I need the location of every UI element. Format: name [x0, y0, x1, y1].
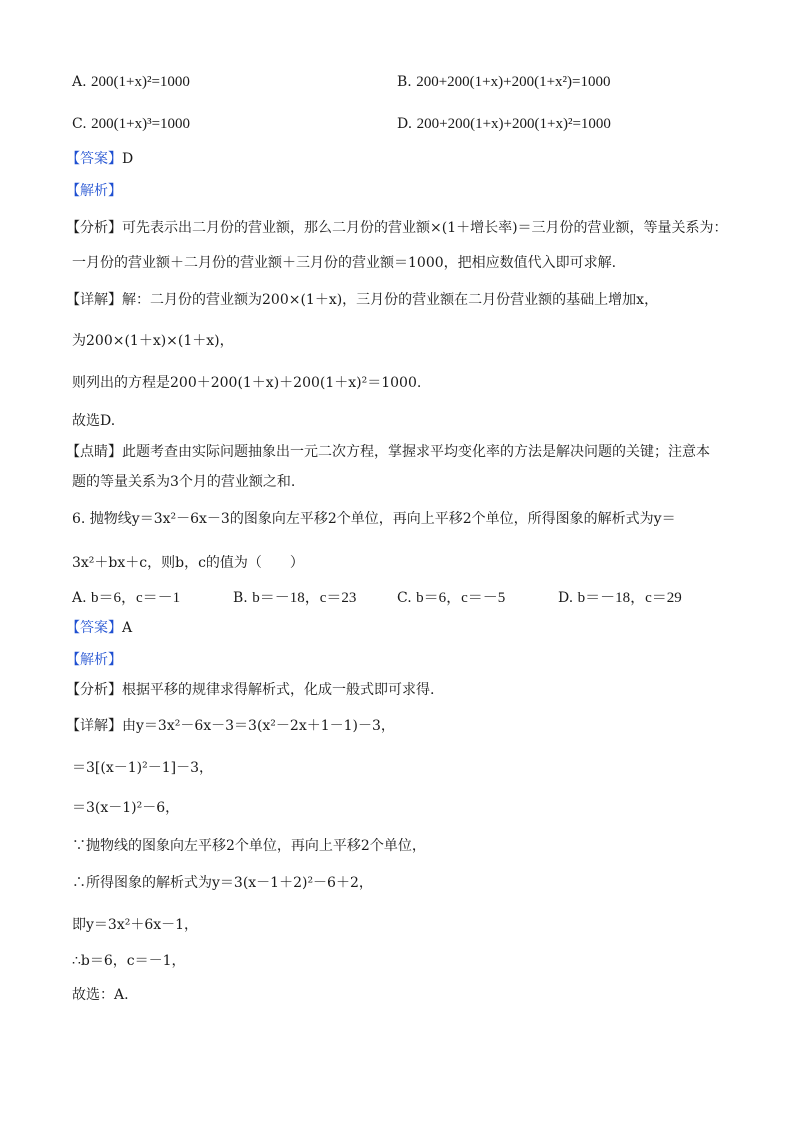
- q6-option-d: [558, 588, 682, 608]
- q6-analysis-heading: [66, 650, 122, 670]
- q6-stem-line2: 3x²＋bx＋c，则b，c的值为（ ）: [72, 555, 304, 571]
- q6-answer: [66, 618, 132, 638]
- q5-option-c-letter: C.: [72, 116, 87, 132]
- q5-dianjing-tag: 【点睛】: [66, 444, 122, 460]
- q5-analysis-heading: [66, 181, 122, 201]
- q6-step1-text: 由y＝3x²－6x－3＝3(x²－2x＋1－1)－3，: [122, 718, 395, 734]
- q6-step4: ∵抛物线的图象向左平移2个单位，再向上平移2个单位，: [72, 838, 426, 854]
- q5-dianjing-text1: 此题考查由实际问题抽象出一元二次方程，掌握求平均变化率的方法是解决问题的关键；注意本: [122, 444, 710, 460]
- q6-answer-value: A: [122, 620, 133, 636]
- q6-option-d-expr: b＝－18，c＝29: [577, 590, 682, 606]
- q5-analysis-tag: 【解析】: [66, 183, 122, 199]
- q6-option-b-letter: B.: [233, 590, 248, 606]
- q5-fenxi-text1: 可先表示出二月份的营业额，那么二月份的营业额×(1＋增长率)＝三月份的营业额，等量关系为：: [122, 220, 728, 236]
- q6-step7: ∴b＝6，c＝－1，: [72, 953, 186, 969]
- q6-option-a-expr: b＝6，c＝－1: [91, 590, 181, 606]
- q6-step3: ＝3(x－1)²－6，: [72, 800, 180, 816]
- q5-choose: 故选D.: [72, 413, 116, 429]
- q5-xiangjie-tag: 【详解】: [66, 292, 122, 308]
- q6-step2: ＝3[(x－1)²－1]－3，: [72, 760, 213, 776]
- q5-dianjing-line1: [66, 442, 710, 462]
- q6-option-c: [397, 588, 505, 608]
- q5-option-a-expr: 200(1+x)²=1000: [91, 74, 190, 90]
- q5-option-a-letter: A.: [72, 74, 87, 90]
- q6-step6: 即y＝3x²＋6x－1，: [72, 917, 199, 933]
- q6-stem-line1: 6. 抛物线y＝3x²－6x－3的图象向左平移2个单位，再向上平移2个单位，所得图象的解析式为y＝: [72, 511, 676, 527]
- q6-option-c-letter: C.: [397, 590, 412, 606]
- q5-answer-tag: 【答案】: [66, 151, 122, 167]
- q5-detail-text1: 解：二月份的营业额为200×(1＋x)，三月份的营业额在二月份营业额的基础上增加x，: [122, 292, 659, 308]
- q5-option-b: [397, 72, 610, 92]
- q5-fenxi-line2: 一月份的营业额＋二月份的营业额＋三月份的营业额＝1000，把相应数值代入即可求解.: [72, 255, 617, 271]
- q5-detail-line1: [66, 290, 658, 310]
- q6-fenxi-text: 根据平移的规律求得解析式，化成一般式即可求得.: [122, 682, 435, 698]
- q5-option-c: [72, 114, 190, 134]
- q5-detail-line3: 则列出的方程是200＋200(1＋x)＋200(1＋x)²＝1000.: [72, 375, 422, 391]
- q6-answer-tag: 【答案】: [66, 620, 122, 636]
- q5-answer-value: D: [122, 151, 134, 167]
- q5-option-d-letter: D.: [397, 116, 413, 132]
- q6-option-b-expr: b＝－18，c＝23: [252, 590, 357, 606]
- q6-xiangjie-tag: 【详解】: [66, 718, 122, 734]
- q6-analysis-tag: 【解析】: [66, 652, 122, 668]
- q6-choose: 故选：A.: [72, 987, 129, 1003]
- q5-fenxi-line1: [66, 218, 728, 238]
- q5-option-b-letter: B.: [397, 74, 412, 90]
- q6-option-d-letter: D.: [558, 590, 574, 606]
- q5-option-d: [397, 114, 611, 134]
- q5-option-c-expr: 200(1+x)³=1000: [91, 116, 191, 132]
- q5-option-d-expr: 200+200(1+x)+200(1+x)²=1000: [416, 116, 611, 132]
- q5-option-a: [72, 72, 190, 92]
- q6-option-a: [72, 588, 180, 608]
- q6-step1: [66, 716, 395, 736]
- q5-answer: [66, 149, 133, 169]
- q5-dianjing-line2: 题的等量关系为3个月的营业额之和.: [72, 474, 296, 490]
- q6-step5: ∴所得图象的解析式为y＝3(x－1＋2)²－6＋2，: [72, 875, 373, 891]
- q6-fenxi-tag: 【分析】: [66, 682, 122, 698]
- q5-detail-line2: 为200×(1＋x)×(1＋x)，: [72, 333, 234, 349]
- q6-option-c-expr: b＝6，c＝－5: [416, 590, 506, 606]
- q5-option-b-expr: 200+200(1+x)+200(1+x²)=1000: [416, 74, 611, 90]
- q6-option-a-letter: A.: [72, 590, 87, 606]
- q5-fenxi-tag: 【分析】: [66, 220, 122, 236]
- q6-fenxi: [66, 680, 434, 700]
- q6-option-b: [233, 588, 356, 608]
